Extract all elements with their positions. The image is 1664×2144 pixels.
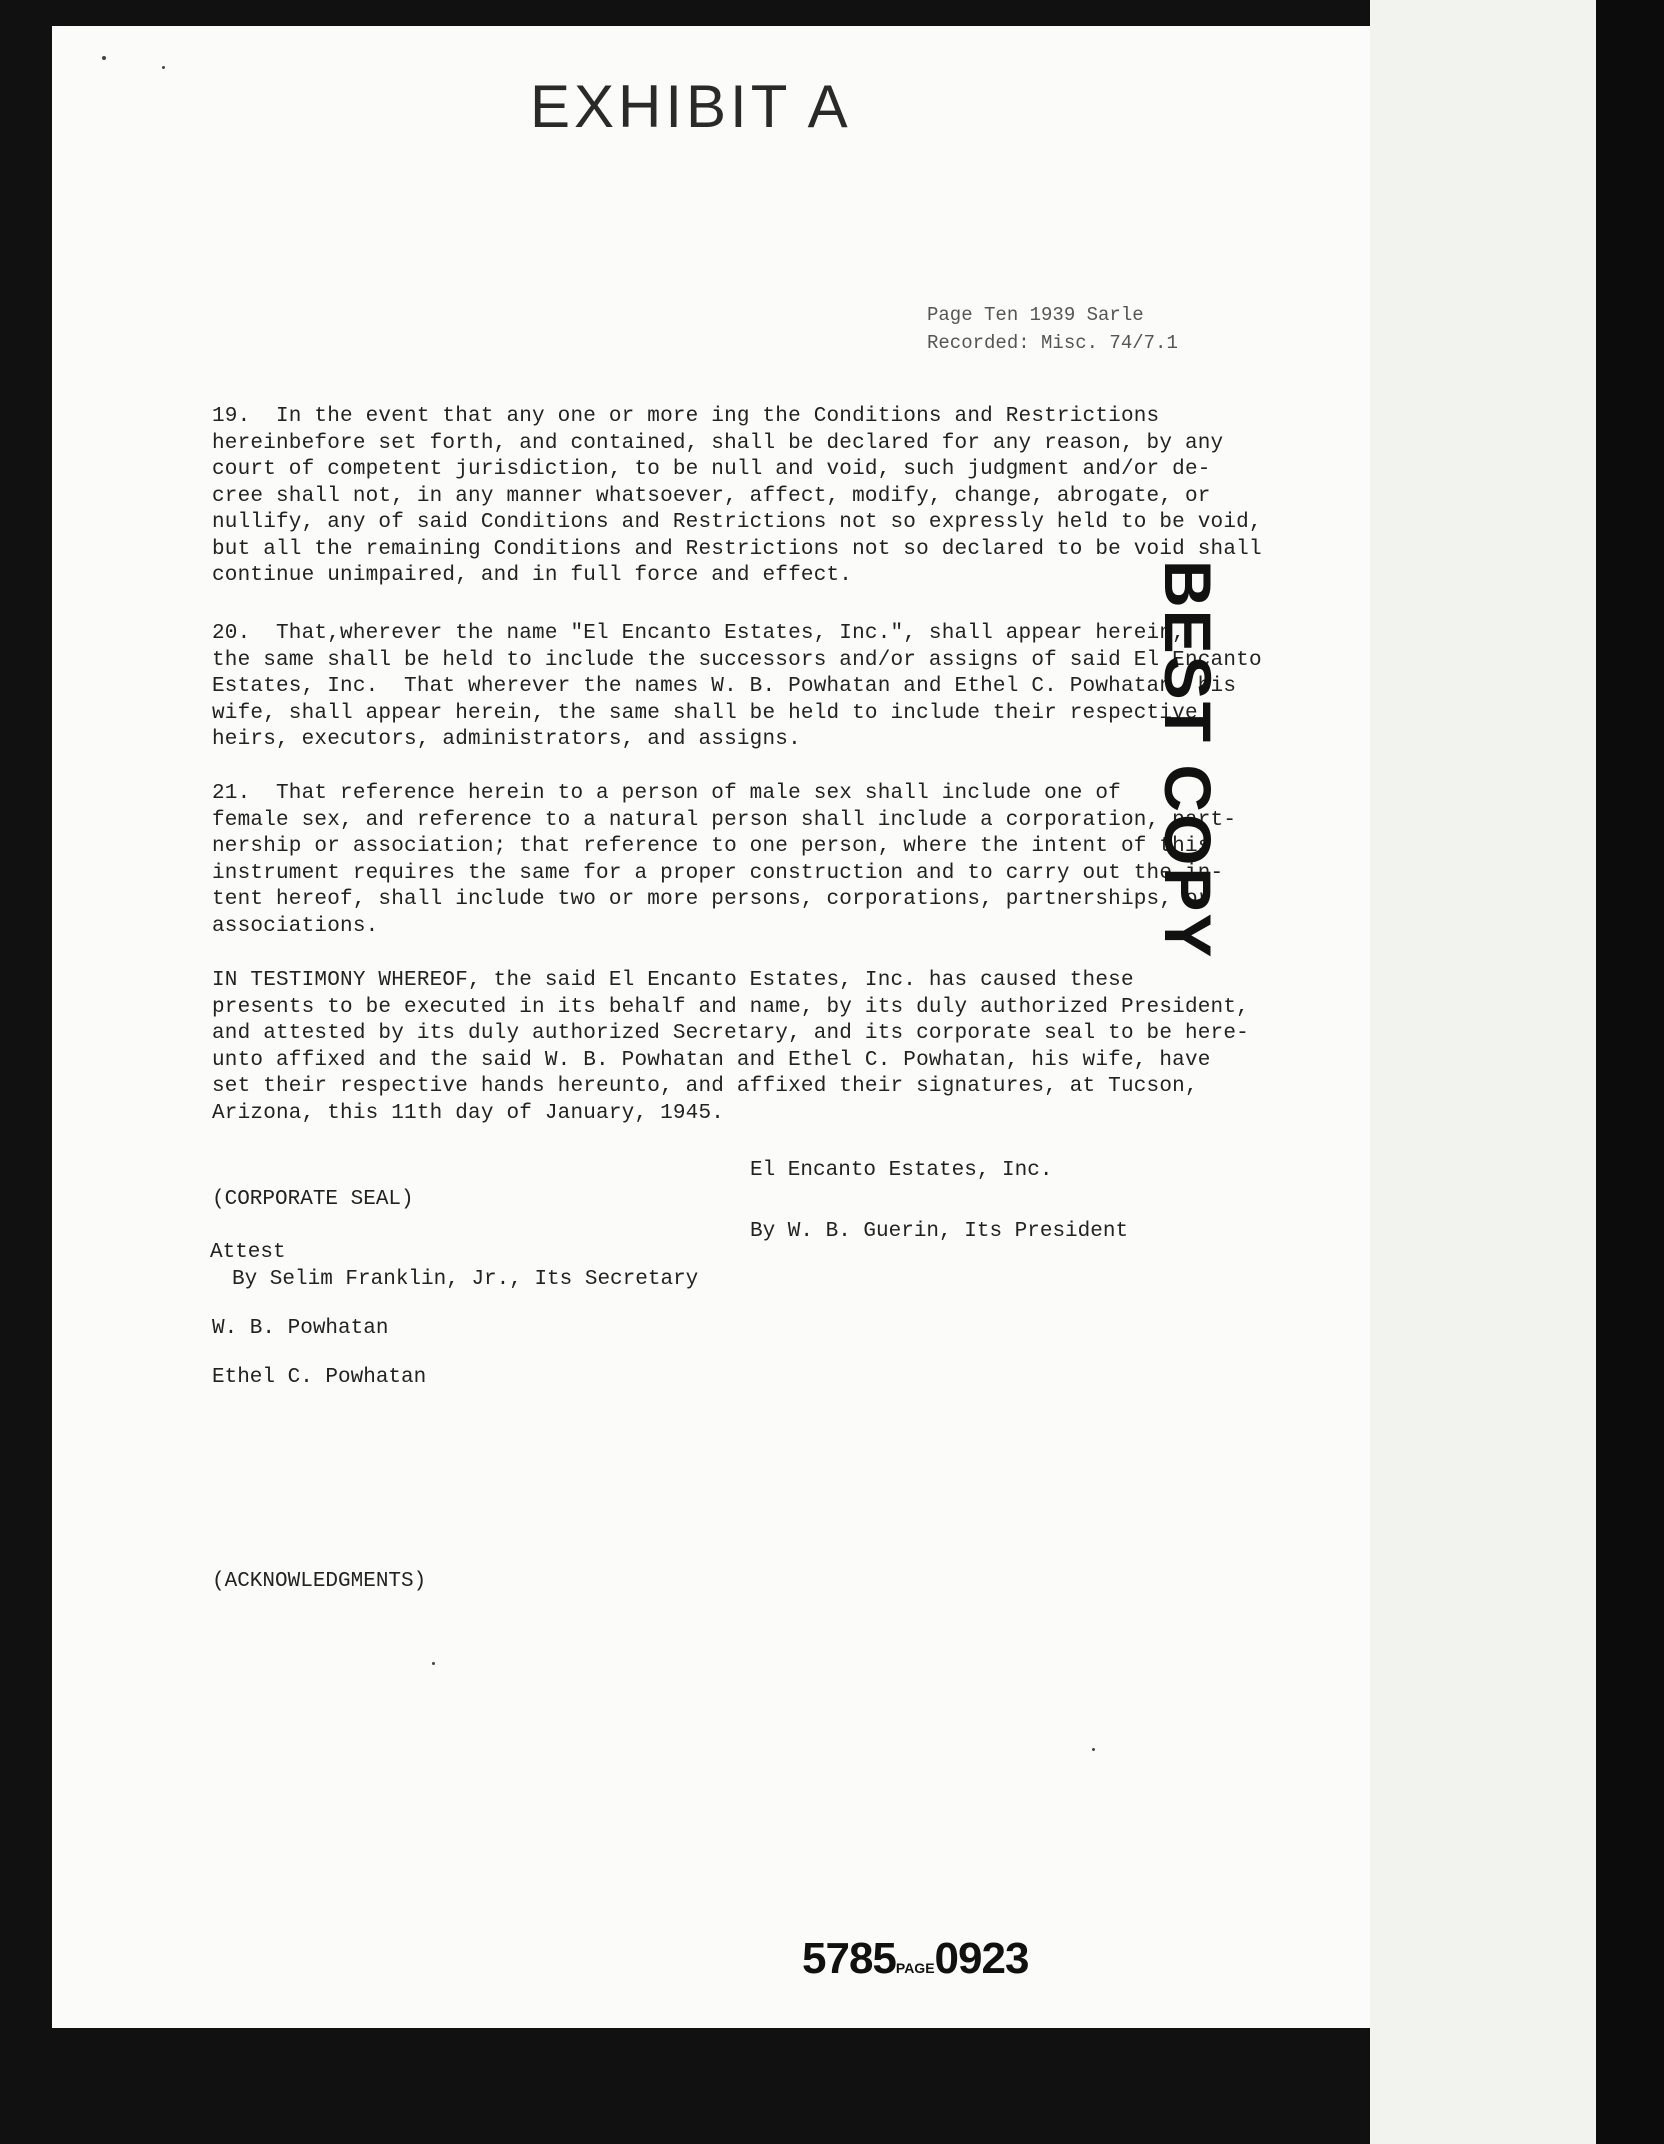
company-signature: El Encanto Estates, Inc.	[750, 1159, 1053, 1182]
scan-speck	[1092, 1748, 1095, 1751]
scan-speck	[432, 1662, 435, 1665]
record-page: 0923	[934, 1934, 1029, 1983]
recording-line-2: Recorded: Misc. 74/7.1	[927, 332, 1178, 354]
recording-reference	[927, 301, 1178, 357]
paragraph-19: 19. In the event that any one or more ing the Conditions and Restrictions hereinbefore set forth, and contained, shall be declared for any reason, by any court of competent jurisdiction, to be null and void, such judgment and/or de- cree shall not, in any manner whatsoever, affect, modify, change, abrogate, or nullify, any of said Conditions and Restrictions not so expressly held to be void, but all the remaining Conditions and Restrictions not so declared to be void shall continue unimpaired, and in full force and effect.	[212, 405, 1262, 587]
scan-margin	[1370, 0, 1596, 2144]
record-page-label: PAGE	[895, 1960, 935, 1976]
record-number	[802, 1934, 1028, 1984]
scan-border	[1596, 0, 1664, 2144]
paragraph-20: 20. That,wherever the name "El Encanto Estates, Inc.", shall appear herein, the same shall be held to include the successors and/or assigns of said El Encanto Estates, Inc. That wherever the names W. B. Powhatan and Ethel C. Powhatan, his wife, shall appear herein, the same shall be held to include their respective heirs, executors, administrators, and assigns.	[212, 622, 1262, 751]
signer-1: W. B. Powhatan	[212, 1317, 389, 1340]
signer-2: Ethel C. Powhatan	[212, 1366, 427, 1389]
paragraph-21: 21. That reference herein to a person of male sex shall include one of female sex, and reference to a natural person shall include a corporation, part- nership or association; that reference to one person, where the intent of this instrument requires the same for a proper construction and to carry out the in- tent hereof, shall include two or more persons, corporations, partnerships, or associations.	[212, 782, 1237, 938]
testimony-paragraph: IN TESTIMONY WHEREOF, the said El Encanto Estates, Inc. has caused these presents to be executed in its behalf and name, by its duly authorized President, and attested by its duly authorized Secretary, and its corporate seal to be here- unto affixed and the said W. B. Powhatan and Ethel C. Powhatan, his wife, have set their respective hands hereunto, and affixed their signatures, at Tucson, Arizona, this 11th day of January, 1945.	[212, 969, 1249, 1125]
scan-speck	[162, 66, 165, 69]
secretary-signature: By Selim Franklin, Jr., Its Secretary	[232, 1268, 699, 1291]
acknowledgments-label: (ACKNOWLEDGMENTS)	[212, 1570, 427, 1593]
recording-line-1: Page Ten 1939 Sarle	[927, 304, 1144, 326]
attest-label: Attest	[210, 1241, 286, 1264]
president-signature: By W. B. Guerin, Its President	[750, 1220, 1129, 1243]
best-copy-text: BEST COPY	[1151, 560, 1225, 960]
document-page	[52, 26, 1370, 2028]
scan-speck	[102, 56, 106, 60]
corporate-seal-label: (CORPORATE SEAL)	[212, 1188, 414, 1211]
record-book: 5785	[802, 1934, 896, 1983]
exhibit-stamp: EXHIBIT A	[530, 73, 852, 140]
